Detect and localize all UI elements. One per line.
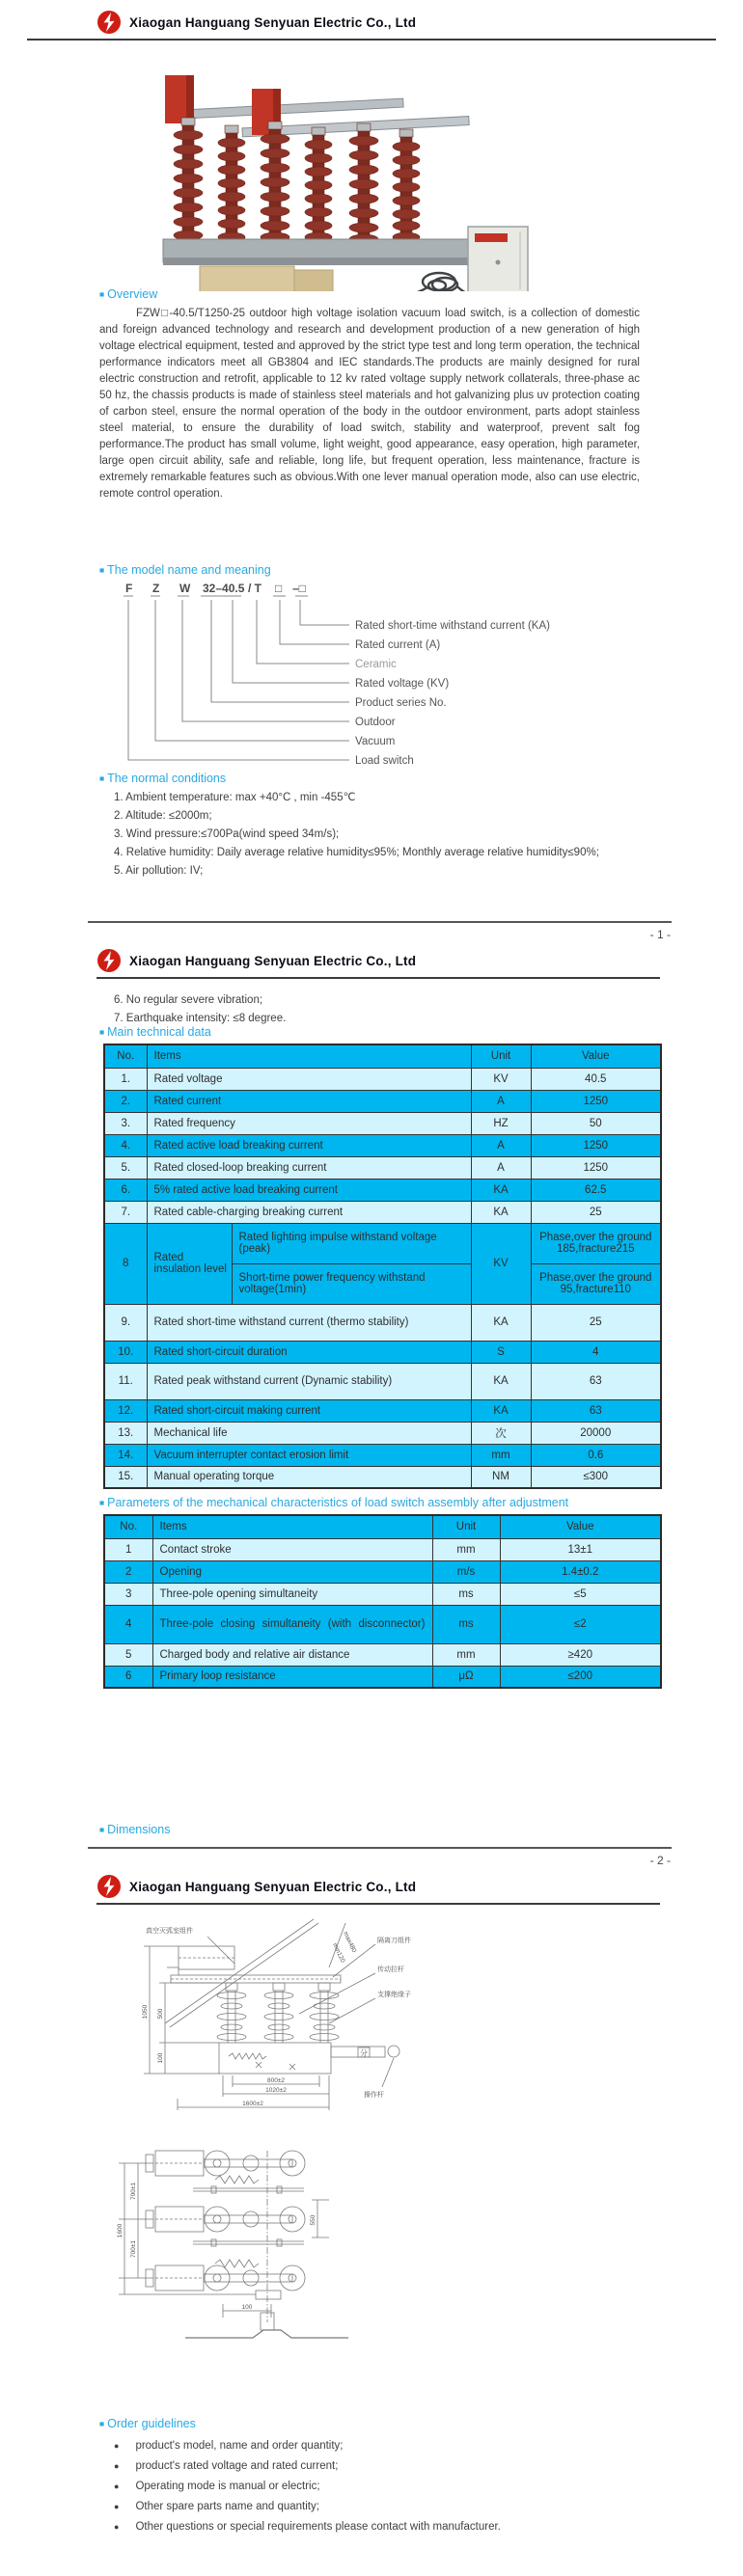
page-header-3: [96, 1872, 416, 1901]
cell-no: 1: [104, 1538, 152, 1560]
table-row: [104, 1422, 661, 1444]
model-title: ■ The model name and meaning: [99, 563, 271, 577]
cell-value: ≤5: [500, 1583, 661, 1605]
cell-no: 13.: [104, 1422, 147, 1444]
cell-value: 1250: [531, 1134, 661, 1156]
cell-unit: KA: [471, 1304, 531, 1341]
overview-title: ■ Overview: [99, 287, 157, 301]
cell-unit: A: [471, 1156, 531, 1179]
cell-unit: 次: [471, 1422, 531, 1444]
dimension-drawing-top: [111, 2149, 439, 2346]
cell-value: 1250: [531, 1090, 661, 1112]
page-number: - 2 -: [649, 1854, 671, 1867]
cell-item: Contact stroke: [152, 1538, 432, 1560]
table-row: [104, 1444, 661, 1466]
table-row: [104, 1112, 661, 1134]
cell-item: Opening: [152, 1560, 432, 1583]
list-item: 4. Relative humidity: Daily average relative humidity≤95%; Monthly average relative humidity≤90%;: [114, 847, 599, 858]
table-row: [104, 1179, 661, 1201]
control-box: [468, 227, 528, 291]
cell-no: 4.: [104, 1134, 147, 1156]
cell-item: Rated short-circuit making current: [147, 1399, 471, 1422]
table-row: [104, 1466, 661, 1488]
list-item: 7. Earthquake intensity: ≤8 degree.: [114, 1013, 287, 1024]
col-items: Items: [152, 1515, 432, 1538]
table-row: [104, 1538, 661, 1560]
model-label: Rated current (A): [355, 639, 441, 651]
main-data-table-wrap: [103, 1044, 662, 1489]
model-label: Vacuum: [355, 736, 396, 747]
company-logo: [96, 10, 122, 35]
cell-unit: KA: [471, 1201, 531, 1223]
code-part: W: [179, 582, 191, 595]
cell-item: Rated short-time withstand current (thermo stability): [147, 1304, 471, 1341]
company-name: Xiaogan Hanguang Senyuan Electric Co., Ltd: [129, 953, 417, 968]
cell-item: Rated short-circuit duration: [147, 1341, 471, 1363]
cell-no: 2.: [104, 1090, 147, 1112]
cell-no: 15.: [104, 1466, 147, 1488]
list-item: ● Other questions or special requirements please contact with manufacturer.: [114, 2517, 654, 2537]
table-row: [104, 1399, 661, 1422]
model-label: Load switch: [355, 755, 414, 767]
table-row: [104, 1156, 661, 1179]
col-unit: Unit: [471, 1044, 531, 1068]
table-row: [104, 1201, 661, 1223]
cell-value: Phase,over the ground 95,fracture110: [531, 1263, 661, 1304]
cell-unit: m/s: [432, 1560, 500, 1583]
part-label: 分: [360, 2048, 368, 2058]
header-rule: [96, 1903, 660, 1905]
table-row: [104, 1666, 661, 1688]
cell-value: 4: [531, 1341, 661, 1363]
cell-value: ≤200: [500, 1666, 661, 1688]
top-view-texts: [117, 2183, 316, 2311]
cell-no: 6: [104, 1666, 152, 1688]
cell-no: 7.: [104, 1201, 147, 1223]
part-label: 传动拉杆: [377, 1966, 404, 1973]
company-logo: [96, 948, 122, 973]
dim-label: 1050: [142, 2004, 149, 2020]
order-title: ■ Order guidelines: [99, 2417, 196, 2430]
chassis: [163, 239, 518, 265]
mech-title: ■ Parameters of the mechanical characteristics of load switch assembly after adjustment: [99, 1496, 568, 1509]
code-part: 32–40.5: [203, 582, 245, 595]
cell-unit: μΩ: [432, 1666, 500, 1688]
col-no: No.: [104, 1044, 147, 1068]
cell-value: ≤2: [500, 1605, 661, 1643]
list-item: 1. Ambient temperature: max +40°C , min -455℃: [114, 792, 356, 803]
dim-label: 1020±2: [265, 2087, 287, 2094]
cell-item: Rated peak withstand current (Dynamic stability): [147, 1363, 471, 1399]
cell-value: 1.4±0.2: [500, 1560, 661, 1583]
code-part: □: [275, 582, 283, 595]
cell-item: Short-time power frequency withstand voltage(1min): [232, 1263, 471, 1304]
cell-item: Rated closed-loop breaking current: [147, 1156, 471, 1179]
cell-item: Rated current: [147, 1090, 471, 1112]
base-boxes: [200, 266, 333, 291]
cell-no: 3.: [104, 1112, 147, 1134]
conditions-title: ■ The normal conditions: [99, 772, 226, 785]
list-item: ● Other spare parts name and quantity;: [114, 2497, 654, 2517]
cell-no: 5.: [104, 1156, 147, 1179]
cell-item: Mechanical life: [147, 1422, 471, 1444]
table-header-row: [104, 1515, 661, 1538]
list-item: 5. Air pollution: IV;: [114, 865, 204, 877]
col-no: No.: [104, 1515, 152, 1538]
cell-no: 1.: [104, 1068, 147, 1090]
cell-unit: KV: [471, 1223, 531, 1304]
cell-unit: ms: [432, 1605, 500, 1643]
insulator-columns: [174, 118, 420, 244]
dim-label: 100: [157, 2052, 164, 2064]
order-guidelines-list: [114, 2436, 654, 2537]
header-rule: [27, 39, 716, 41]
dim-label: min120: [331, 1941, 346, 1965]
cell-no: 11.: [104, 1363, 147, 1399]
page-number: - 1 -: [649, 928, 671, 941]
part-label: 支撑绝缘子: [377, 1992, 411, 1998]
product-photo: [150, 50, 555, 291]
table-row: [104, 1304, 661, 1341]
cell-item: Manual operating torque: [147, 1466, 471, 1488]
dimensions-title: ■ Dimensions: [99, 1823, 170, 1836]
dim-label: max480: [342, 1930, 358, 1954]
company-logo: [96, 1874, 122, 1899]
cell-item: Vacuum interrupter contact erosion limit: [147, 1444, 471, 1466]
cell-unit: mm: [432, 1538, 500, 1560]
page-break-line: [88, 1847, 672, 1849]
dim-label: 700±1: [130, 2239, 137, 2259]
cell-item: Charged body and relative air distance: [152, 1643, 432, 1666]
cell-no: 3: [104, 1583, 152, 1605]
part-label: 操作杆: [364, 2092, 384, 2099]
list-item: ● Operating mode is manual or electric;: [114, 2477, 654, 2497]
cell-unit: KA: [471, 1363, 531, 1399]
table-row: [104, 1068, 661, 1090]
list-item: ● product's model, name and order quantity;: [114, 2436, 654, 2456]
list-item: ● product's rated voltage and rated current;: [114, 2456, 654, 2477]
cell-no: 12.: [104, 1399, 147, 1422]
table-row: [104, 1134, 661, 1156]
model-label: Rated short-time withstand current (KA): [355, 620, 550, 632]
cell-value: 62.5: [531, 1179, 661, 1201]
list-item: 2. Altitude: ≤2000m;: [114, 810, 212, 822]
model-label: Outdoor: [355, 717, 396, 728]
main-data-table: [103, 1044, 662, 1489]
col-value: Value: [531, 1044, 661, 1068]
cell-item: 5% rated active load breaking current: [147, 1179, 471, 1201]
cell-no: 9.: [104, 1304, 147, 1341]
cell-value: 63: [531, 1363, 661, 1399]
col-unit: Unit: [432, 1515, 500, 1538]
cell-value: 0.6: [531, 1444, 661, 1466]
model-label: Ceramic: [355, 659, 397, 670]
code-part: / T: [248, 582, 261, 595]
overview-body: FZW□-40.5/T1250-25 outdoor high voltage isolation vacuum load switch, is a collection of domestic and foreign advanced technology and research and development production of a new generation of high voltage electrical equipment, tested and approved by the strict type test and long term operation, the technical performance indicators meet all GB3804 and IEC standards.The products are mainly designed for rural electric construction and retrofit, applicable to 12 kv rated voltage supply network collaterals, three-phase ac 50 hz, the chassis products is made of stainless steel materials and hot galvanizing plus uv protection coating of carbon steel, ensure the normal operation of the body in the outdoor environment, parts adopt stainless steel material, to ensure the durability of load switch, stability and waterproof, prevent salt fog performance.The product has small volume, light weight, good appearance, easy operation, high parameter, large open circuit ability, safe and reliable, long life, but frequent operation, less maintenance, fracture is extremely remarkable features such as obvious.With one lever manual operation mode, also can use electric, remote control operation.: [99, 308, 640, 500]
cell-unit: A: [471, 1090, 531, 1112]
cell-no: 6.: [104, 1179, 147, 1201]
cell-unit: S: [471, 1341, 531, 1363]
company-name: Xiaogan Hanguang Senyuan Electric Co., Ltd: [129, 1879, 417, 1894]
cell-no: 8: [104, 1223, 147, 1304]
page-header-1: [96, 8, 416, 37]
cell-value: ≤300: [531, 1466, 661, 1488]
model-label: Product series No.: [355, 697, 447, 709]
conditions-list-1: [114, 789, 647, 881]
list-item: 6. No regular severe vibration;: [114, 994, 263, 1006]
dim-label: 700±1: [130, 2182, 137, 2201]
cell-no: 4: [104, 1605, 152, 1643]
cell-unit: A: [471, 1134, 531, 1156]
cell-item: Rated lighting impulse withstand voltage (peak): [232, 1223, 471, 1263]
cell-value: Phase,over the ground 185,fracture215: [531, 1223, 661, 1263]
cell-item: Rated voltage: [147, 1068, 471, 1090]
cell-unit: KA: [471, 1399, 531, 1422]
table-row: [104, 1090, 661, 1112]
col-value: Value: [500, 1515, 661, 1538]
cell-unit: mm: [471, 1444, 531, 1466]
cell-value: ≥420: [500, 1643, 661, 1666]
cell-item: Rated frequency: [147, 1112, 471, 1134]
main-data-title: ■ Main technical data: [99, 1025, 211, 1039]
dim-label: 550: [310, 2214, 316, 2226]
cell-group: Rated insulation level: [147, 1223, 232, 1304]
model-code: [125, 582, 306, 595]
dim-label: 800±2: [266, 2077, 286, 2084]
table-row: [104, 1223, 661, 1263]
cell-item: Primary loop resistance: [152, 1666, 432, 1688]
cell-value: 63: [531, 1399, 661, 1422]
header-rule: [96, 977, 660, 979]
table-row: [104, 1560, 661, 1583]
cell-value: 13±1: [500, 1538, 661, 1560]
table-header-row: [104, 1044, 661, 1068]
cell-item: Three-pole closing simultaneity (with disconnector): [152, 1605, 432, 1643]
model-diagram-lines: [124, 596, 349, 760]
cell-item: Three-pole opening simultaneity: [152, 1583, 432, 1605]
cell-unit: KA: [471, 1179, 531, 1201]
cell-value: 20000: [531, 1422, 661, 1444]
cell-unit: ms: [432, 1583, 500, 1605]
cell-unit: mm: [432, 1643, 500, 1666]
dim-label: 500: [157, 2008, 164, 2020]
table-row: [104, 1363, 661, 1399]
cell-value: 40.5: [531, 1068, 661, 1090]
mech-table-wrap: [103, 1514, 662, 1689]
cell-value: 1250: [531, 1156, 661, 1179]
cell-no: 5: [104, 1643, 152, 1666]
part-label: 隔离刀组件: [377, 1938, 411, 1944]
cell-no: 10.: [104, 1341, 147, 1363]
front-view-texts: [142, 1926, 411, 2107]
table-row: [104, 1341, 661, 1363]
dim-label: 1600±2: [242, 2101, 263, 2107]
cell-no: 14.: [104, 1444, 147, 1466]
code-part: –□: [292, 582, 306, 595]
cell-unit: KV: [471, 1068, 531, 1090]
dimension-drawing-front: [111, 1917, 439, 2122]
part-label: 真空灭弧室组件: [146, 1928, 193, 1935]
company-name: Xiaogan Hanguang Senyuan Electric Co., Ltd: [129, 14, 417, 30]
conditions-list-2: [114, 991, 647, 1028]
cell-value: 25: [531, 1201, 661, 1223]
col-items: Items: [147, 1044, 471, 1068]
table-row: [104, 1605, 661, 1643]
cell-unit: HZ: [471, 1112, 531, 1134]
table-row: [104, 1643, 661, 1666]
list-item: 3. Wind pressure:≤700Pa(wind speed 34m/s);: [114, 828, 340, 840]
page-break-line: [88, 921, 672, 923]
cell-item: Rated cable-charging breaking current: [147, 1201, 471, 1223]
cell-value: 50: [531, 1112, 661, 1134]
table-row: [104, 1583, 661, 1605]
model-meaning-diagram: [96, 581, 656, 772]
model-labels: [355, 620, 550, 767]
page-header-2: [96, 946, 416, 975]
cell-item: Rated active load breaking current: [147, 1134, 471, 1156]
top-view-lines: [119, 2151, 348, 2338]
dim-label: 100: [241, 2304, 253, 2311]
cell-unit: NM: [471, 1466, 531, 1488]
code-part: Z: [152, 582, 160, 595]
mech-table: [103, 1514, 662, 1689]
cell-value: 25: [531, 1304, 661, 1341]
dim-label: 1600: [117, 2223, 124, 2238]
code-part: F: [125, 582, 133, 595]
cell-no: 2: [104, 1560, 152, 1583]
model-label: Rated voltage (KV): [355, 678, 450, 690]
